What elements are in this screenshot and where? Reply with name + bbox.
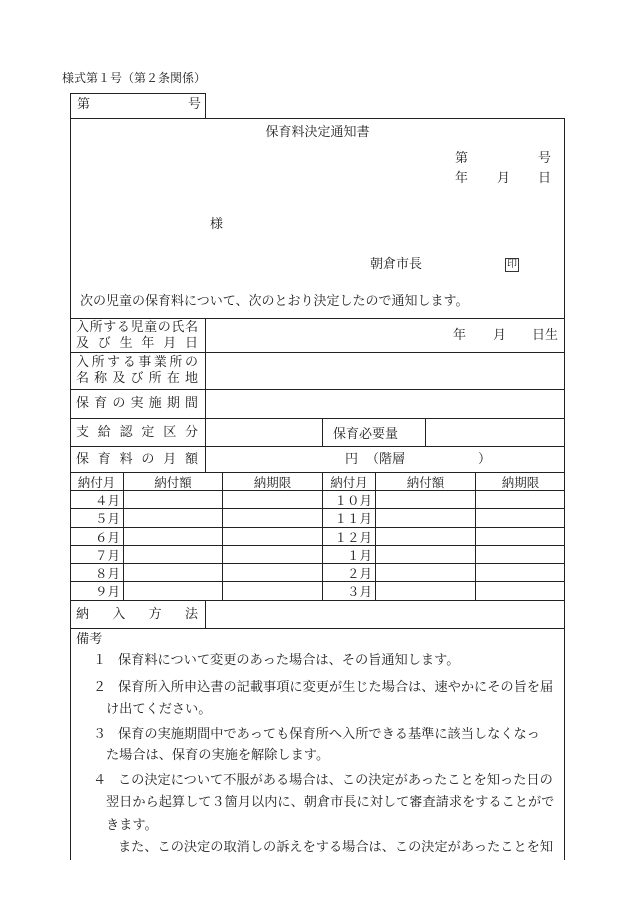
schedule-row (70, 508, 565, 527)
schedule-month-cell: １０月 (322, 491, 375, 508)
issuer-name: 朝倉市長 (370, 257, 423, 272)
remark-number: ４ (93, 773, 107, 788)
schedule-amount-cell (375, 546, 475, 563)
schedule-row (70, 490, 565, 508)
remark-number: １ (93, 653, 107, 668)
reference-number-box (70, 93, 206, 118)
schedule-row (70, 527, 565, 545)
care-need-label: 保育必要量 (333, 427, 399, 442)
child-label-line1: 入所する児童の氏名 (76, 319, 198, 335)
reference-number-prefix: 第 (77, 97, 91, 112)
remark-line: きます。 (106, 818, 158, 833)
row-facility (70, 352, 565, 389)
schedule-due-cell (475, 509, 565, 527)
schedule-month-cell: ８月 (94, 565, 120, 581)
schedule-month-cell: ２月 (322, 564, 375, 581)
remarks-heading: 備考 (76, 632, 103, 647)
schedule-due-cell (475, 564, 565, 581)
birth-year: 年 (453, 327, 467, 343)
tier-open: （階層 (366, 451, 406, 467)
child-label-line2: 及び生年月日 (76, 335, 198, 351)
schedule-row (70, 581, 565, 600)
notice-date-year: 年 (455, 171, 469, 186)
seal-mark: 印 (507, 259, 517, 270)
monthly-fee-value (205, 447, 565, 472)
row-child-name-dob (70, 318, 565, 352)
schedule-due-cell (475, 528, 565, 545)
schedule-row (70, 545, 565, 563)
facility-value (205, 353, 565, 389)
schedule-amount-cell (123, 491, 222, 508)
certification-value (205, 419, 322, 446)
schedule-header-due: 納期限 (222, 473, 322, 490)
schedule-amount-cell (123, 582, 222, 600)
facility-label-line1: 入所する事業所の (76, 355, 198, 370)
child-name-dob-value (205, 319, 565, 352)
schedule-amount-cell (123, 509, 222, 527)
schedule-header-amount: 納付額 (375, 473, 475, 490)
schedule-header-amount: 納付額 (123, 473, 222, 490)
schedule-month-cell: １月 (322, 546, 375, 563)
row-monthly-fee (70, 446, 565, 472)
child-name-dob-label (70, 319, 205, 352)
remark-line: け出てください。 (106, 702, 212, 717)
schedule-month-cell: ５月 (94, 511, 120, 526)
form-style-number: 様式第１号（第２条関係） (62, 71, 207, 85)
fee-decision-notice (70, 118, 565, 860)
remark-line: 保育所入所申込書の記載事項に変更が生じた場合は、速やかにその旨を届 (118, 680, 554, 695)
schedule-header-due: 納期限 (475, 473, 565, 490)
schedule-amount-cell (123, 564, 222, 581)
remark-line: 翌日から起算して３箇月以内に、朝倉市長に対して審査請求をすることがで (106, 795, 555, 810)
remark-number: ３ (93, 727, 107, 742)
certification-label: 支給認定区分 (76, 424, 198, 440)
remark-line: た場合は、保育の実施を解除します。 (106, 748, 330, 763)
notice-date-day: 日 (538, 171, 552, 186)
schedule-due-cell (222, 509, 322, 527)
care-period-label-cell (70, 390, 205, 418)
schedule-amount-cell (123, 528, 222, 545)
schedule-due-cell (222, 564, 322, 581)
schedule-amount-cell (375, 528, 475, 545)
schedule-due-cell (222, 528, 322, 545)
birth-day: 日生 (532, 327, 559, 343)
care-period-value (205, 390, 565, 418)
remark-number: ２ (93, 680, 107, 695)
schedule-header-row (70, 472, 565, 490)
notice-number-suffix: 号 (538, 151, 552, 166)
schedule-due-cell (222, 546, 322, 563)
schedule-row (70, 563, 565, 581)
schedule-due-cell (222, 582, 322, 600)
schedule-due-cell (475, 546, 565, 563)
payment-method-value (205, 601, 565, 628)
remark-line: この決定について不服がある場合は、この決定があったことを知った日の (118, 773, 553, 788)
yen-unit: 円 (345, 451, 359, 467)
notice-title: 保育料決定通知書 (265, 125, 370, 140)
row-care-period (70, 389, 565, 418)
schedule-month-cell: １２月 (322, 528, 375, 545)
monthly-fee-label-cell (70, 447, 205, 472)
remarks-section (70, 628, 565, 860)
care-period-label: 保育の実施期間 (76, 396, 198, 411)
schedule-month-cell: ４月 (94, 492, 120, 508)
certification-label-cell (70, 419, 205, 446)
facility-label (70, 353, 205, 389)
notice-intro: 次の児童の保育料について、次のとおり決定したので通知します。 (80, 294, 469, 309)
reference-number-suffix: 号 (188, 97, 202, 112)
schedule-due-cell (475, 491, 565, 508)
facility-label-line2: 名称及び所在地 (76, 371, 198, 386)
schedule-due-cell (475, 582, 565, 600)
schedule-month-cell: １１月 (322, 509, 375, 527)
schedule-amount-cell (375, 491, 475, 508)
schedule-header-month: 納付月 (322, 473, 375, 490)
tier-close: ） (478, 451, 492, 467)
care-need-value (425, 419, 565, 446)
notice-number-prefix: 第 (455, 151, 469, 166)
birth-month: 月 (493, 327, 507, 343)
care-need-label-cell (322, 419, 425, 446)
addressee-honorific: 様 (210, 217, 224, 232)
payment-method-label: 納入方法 (76, 606, 198, 622)
schedule-header-month: 納付月 (77, 474, 116, 490)
remark-line: 保育料について変更のあった場合は、その旨通知します。 (118, 653, 460, 668)
schedule-amount-cell (375, 509, 475, 527)
payment-method-label-cell (70, 601, 205, 628)
row-payment-method (70, 600, 565, 628)
schedule-month-cell: ３月 (322, 582, 375, 600)
monthly-fee-label: 保育料の月額 (76, 451, 198, 467)
remark-line: また、この決定の取消しの訴えをする場合は、この決定があったことを知 (118, 840, 554, 855)
schedule-amount-cell (375, 582, 475, 600)
schedule-amount-cell (375, 564, 475, 581)
schedule-due-cell (222, 491, 322, 508)
schedule-amount-cell (123, 546, 222, 563)
row-certification (70, 418, 565, 446)
schedule-month-cell: ９月 (94, 584, 120, 599)
schedule-month-cell: ６月 (94, 529, 120, 545)
notice-date-month: 月 (497, 171, 511, 186)
remark-line: 保育の実施期間中であっても保育所へ入所できる基準に該当しなくなっ (118, 727, 540, 742)
schedule-month-cell: ７月 (94, 547, 120, 563)
